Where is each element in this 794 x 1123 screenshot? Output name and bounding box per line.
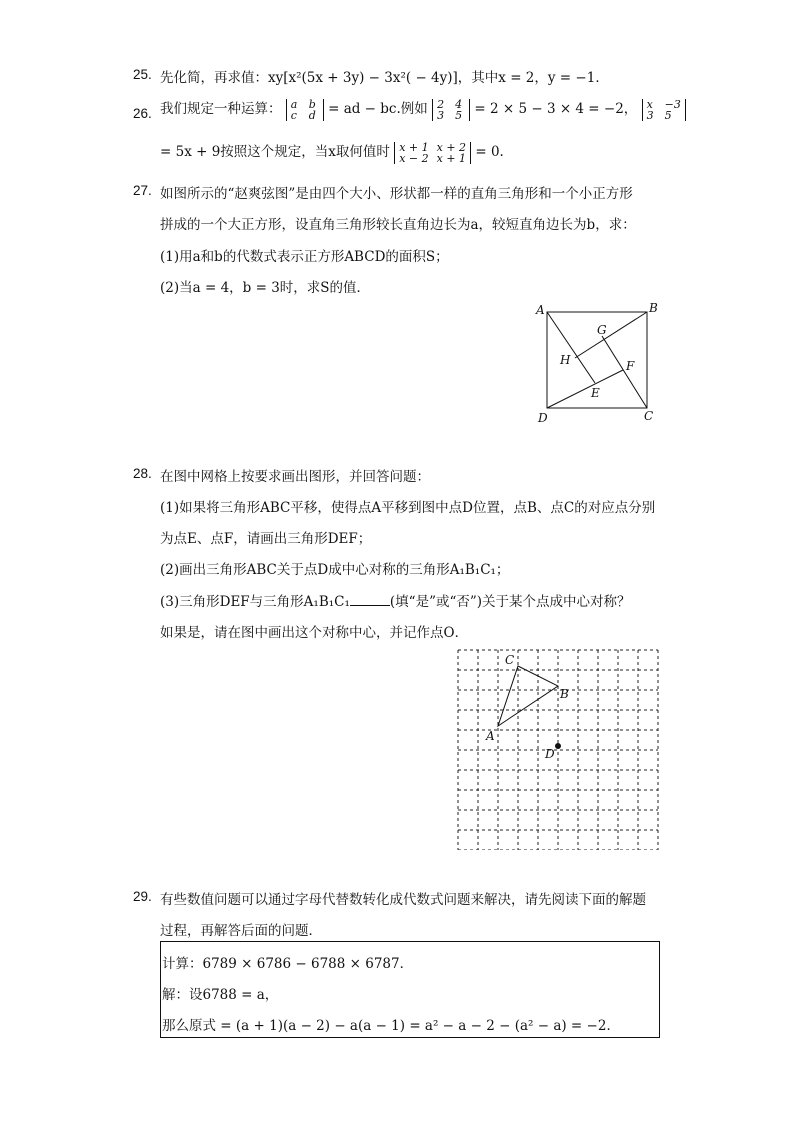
question-28-part-3a: (3)三角形DEF与三角形A₁B₁C₁ (160, 594, 350, 610)
triangle-abc (498, 666, 558, 726)
label-d: D (538, 411, 548, 425)
example-calculation: 计算：6789 × 6786 − 6788 × 6787． (162, 956, 414, 972)
example-solution: 那么原式 = (a + 1)(a − 2) − a(a − 1) = a² − a − 2 − (a² − a) = −2． (162, 1018, 620, 1034)
segment-c-g (602, 336, 647, 408)
question-26-line-2 (160, 140, 504, 164)
label-d: D (545, 747, 555, 761)
question-26-example-result: = 2 × 5 − 3 × 4 = −2， (474, 101, 638, 117)
question-number-26: 26. (133, 106, 152, 121)
label-a: A (486, 729, 495, 743)
segment-d-f (547, 370, 623, 408)
label-b: B (560, 687, 569, 701)
question-28-line-1: 在图中网格上按要求画出图形，并回答问题： (160, 469, 430, 485)
determinant-question: x + 1 x + 2 x − 2 x + 1 (394, 142, 471, 164)
question-27-part-2: (2)当a = 4，b = 3时，求S的值． (160, 280, 371, 296)
determinant-example: 2 4 3 5 (432, 99, 470, 121)
question-26-equals-zero: = 0. (475, 144, 504, 160)
determinant-abcd: a b c d (286, 99, 324, 121)
label-h: H (560, 353, 571, 367)
question-number-29: 29. (133, 889, 152, 904)
question-28-part-3 (160, 590, 631, 610)
question-number-28: 28. (133, 466, 152, 481)
segment-a-e (547, 312, 595, 383)
question-27-line-2: 拼成的一个大正方形，设直角三角形较长直角边长为a，较短直角边长为b，求： (160, 217, 636, 233)
question-28-part-3c: 如果是，请在图中画出这个对称中心，并记作点O． (160, 625, 469, 641)
label-a: A (536, 303, 545, 317)
zhao-shuang-diagram (530, 298, 670, 428)
question-26-condition: = 5x + 9按照这个规定，当x取何值时 (160, 144, 390, 160)
question-25-text: 先化简，再求值：xy[x²(5x + 3y) − 3x²( − 4y)]，其中x = 2，y = −1． (160, 70, 609, 86)
question-29-line-2: 过程，再解答后面的问题． (160, 923, 322, 939)
label-c: C (644, 409, 654, 423)
label-e: E (591, 386, 600, 400)
question-26-definition: = ad − bc.例如 (328, 101, 428, 117)
question-28-part-3b: (填“是”或“否”)关于某个点成中心对称？ (389, 594, 631, 610)
question-number-25: 25. (133, 67, 152, 82)
question-27-part-1: (1)用a和b的代数式表示正方形ABCD的面积S； (160, 249, 449, 265)
question-29-line-1: 有些数值问题可以通过字母代替数转化成代数式问题来解决，请先阅读下面的解题 (160, 892, 646, 908)
grid-figure (452, 644, 664, 850)
question-26-line-1 (160, 97, 686, 121)
answer-blank[interactable] (350, 593, 390, 606)
label-c: C (505, 653, 515, 667)
label-b: B (649, 301, 658, 315)
question-28-part-1a: (1)如果将三角形ABC平移，使得点A平移到图中点D位置，点B、点C的对应点分别 (160, 500, 656, 516)
determinant-x: x −3 3 5 (642, 99, 686, 121)
question-28-part-1b: 为点E、点F，请画出三角形DEF； (160, 531, 372, 547)
label-g: G (597, 323, 607, 337)
question-28-part-2: (2)画出三角形ABC关于点D成中心对称的三角形A₁B₁C₁； (160, 562, 510, 578)
example-substitution: 解：设6788 = a， (162, 987, 279, 1003)
question-number-27: 27. (133, 183, 152, 198)
dashed-grid (458, 650, 658, 850)
question-26-intro: 我们规定一种运算： (160, 101, 282, 117)
question-27-line-1: 如图所示的“赵爽弦图”是由四个大小、形状都一样的直角三角形和一个小正方形 (160, 186, 633, 202)
point-d (555, 743, 561, 749)
label-f: F (626, 359, 635, 373)
